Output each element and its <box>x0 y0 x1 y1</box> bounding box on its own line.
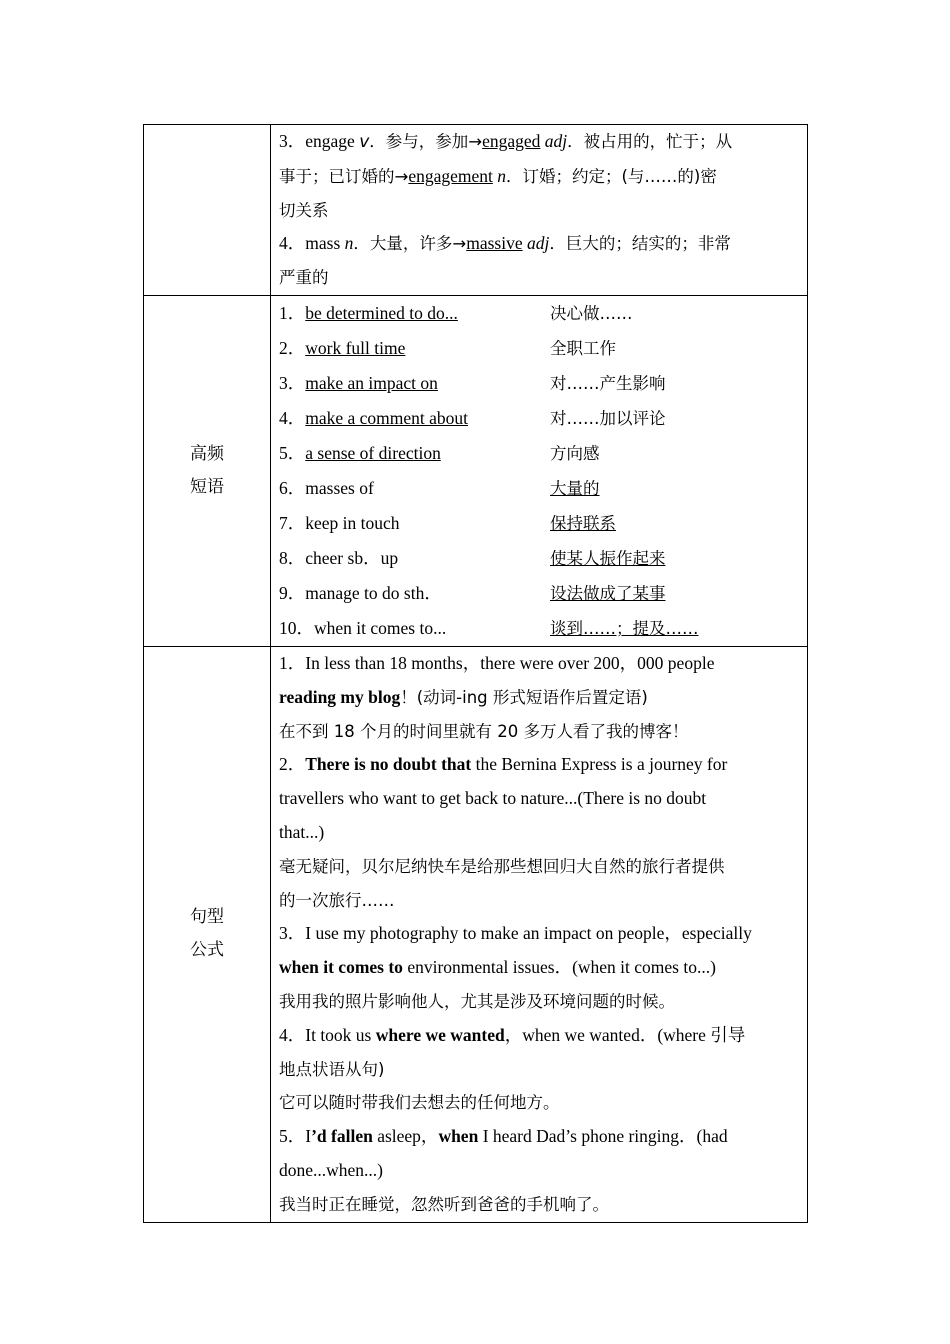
vocab-content-cell <box>271 125 808 296</box>
sentence-text: 4．It took us <box>279 1024 376 1045</box>
vocab-item-3-line2 <box>279 160 805 194</box>
sentence-text: ，when we wanted．(where 引导 <box>504 1024 746 1045</box>
phrase-english: keep in touch <box>305 512 400 533</box>
item-number: 3． <box>279 372 306 393</box>
phrase-item <box>279 541 805 576</box>
item-number: 6． <box>279 477 306 498</box>
sentences-content-cell <box>271 646 808 1222</box>
phrase-item <box>279 366 805 401</box>
sentence-1-line2 <box>279 681 805 715</box>
sentences-row <box>144 646 808 1222</box>
section-label: 句型 <box>190 907 224 928</box>
item-number: 5． <box>279 442 306 463</box>
phrase-chinese: 设法做成了某事 <box>550 583 666 603</box>
arrow-icon: → <box>468 132 483 151</box>
item-number: 2． <box>279 754 306 775</box>
sentence-3-line2 <box>279 951 805 985</box>
phrase-chinese: 使某人振作起来 <box>550 548 666 568</box>
meaning: ．参与，参加 <box>369 132 469 151</box>
sentence-1-translation: 在不到 18 个月的时间里就有 20 多万人看了我的博客！ <box>279 721 689 741</box>
sentence-1-line1: 1．In less than 18 months，there were over 200，000 people <box>279 652 715 673</box>
phrase-english: when it comes to... <box>314 617 447 638</box>
meaning: ．订婚；约定；(与……的)密 <box>506 166 717 186</box>
part-of-speech: n <box>344 233 354 254</box>
sentence-text: environmental issues．(when it comes to...) <box>402 957 716 978</box>
phrase-english: masses of <box>305 477 374 498</box>
phrase-english: make a comment about <box>305 407 469 428</box>
item-number: 4． <box>279 233 306 254</box>
phrase-chinese: 对……加以评论 <box>550 408 666 428</box>
headword: mass <box>305 233 341 254</box>
sentence-5-line1 <box>279 1120 805 1154</box>
item-number: 4． <box>279 407 306 428</box>
highlighted-phrase: ’d fallen <box>311 1126 373 1147</box>
sentence-3-translation: 我用我的照片影响他人，尤其是涉及环境问题的时候。 <box>279 991 675 1011</box>
part-of-speech: adj <box>544 131 568 151</box>
phrases-label-cell <box>144 295 271 646</box>
sentence-text: I heard Dad’s phone ringing．(had <box>478 1126 728 1147</box>
section-label: 高频 <box>190 443 224 464</box>
phrase-english: be determined to do... <box>305 302 458 323</box>
sentence-4-translation: 它可以随时带我们去想去的任何地方。 <box>279 1093 560 1113</box>
phrase-item <box>279 331 805 366</box>
sentence-text: asleep， <box>372 1126 439 1147</box>
phrase-item <box>279 296 805 331</box>
highlighted-phrase: where we wanted <box>375 1024 505 1045</box>
arrow-icon: → <box>452 234 467 254</box>
derived-word: engagement <box>408 165 493 186</box>
sentence-text: 5．I <box>279 1126 312 1147</box>
phrase-chinese: 大量的 <box>550 478 600 498</box>
phrases-row <box>144 295 808 646</box>
derived-word: massive <box>466 233 523 254</box>
phrase-english: work full time <box>305 337 406 358</box>
phrase-item <box>279 471 805 506</box>
vocab-row <box>144 125 808 296</box>
sentence-2-translation: 毫无疑问，贝尔尼纳快车是给那些想回归大自然的旅行者提供 <box>279 856 725 876</box>
phrase-chinese: 对……产生影响 <box>550 373 666 393</box>
item-number: 3． <box>279 131 306 151</box>
sentence-2-line1 <box>279 748 805 782</box>
sentence-4-line1 <box>279 1019 805 1053</box>
phrase-item <box>279 436 805 471</box>
vocab-item-3-line3: 切关系 <box>279 200 329 220</box>
sentence-5-translation: 我当时正在睡觉，忽然听到爸爸的手机响了。 <box>279 1194 609 1214</box>
highlighted-phrase: reading my blog <box>279 686 401 707</box>
item-number: 7． <box>279 512 306 533</box>
sentence-2-line3: that...) <box>279 821 325 842</box>
part-of-speech: adj <box>526 233 550 254</box>
phrase-english: make an impact on <box>305 372 438 393</box>
phrase-english: a sense of direction <box>305 442 441 463</box>
derived-word: engaged <box>482 131 541 151</box>
item-number: 9． <box>279 582 306 603</box>
highlighted-phrase: when <box>438 1126 479 1147</box>
highlighted-phrase: There is no doubt that <box>305 754 472 775</box>
phrase-chinese: 决心做…… <box>550 303 633 323</box>
part-of-speech: v <box>359 132 370 152</box>
sentence-2-translation: 的一次旅行…… <box>279 890 395 910</box>
part-of-speech: n <box>497 165 506 186</box>
phrase-chinese: 全职工作 <box>550 338 616 358</box>
item-number: 2． <box>279 337 306 358</box>
item-number: 1． <box>279 302 306 323</box>
highlighted-phrase: when it comes to <box>279 957 403 978</box>
phrase-item <box>279 506 805 541</box>
arrow-icon: → <box>394 166 409 186</box>
phrase-chinese: 谈到……；提及…… <box>550 618 699 638</box>
headword: engage <box>305 131 355 151</box>
phrase-item <box>279 401 805 436</box>
item-number: 8． <box>279 547 306 568</box>
meaning: ．大量，许多 <box>353 234 453 254</box>
phrase-chinese: 方向感 <box>550 443 600 463</box>
phrase-item <box>279 611 805 646</box>
vocab-item-3-line1 <box>279 125 805 160</box>
vocabulary-table <box>143 124 808 1223</box>
section-label: 公式 <box>190 940 224 961</box>
grammar-note: ！(动词-ing 形式短语作后置定语) <box>400 687 648 707</box>
section-label: 短语 <box>190 476 224 497</box>
vocab-label-cell <box>144 125 271 296</box>
phrase-english: cheer sb．up <box>305 547 399 568</box>
meaning: ．被占用的，忙于；从 <box>567 132 733 151</box>
phrases-content-cell <box>271 295 808 646</box>
phrase-item <box>279 576 805 611</box>
vocab-item-4-line2: 严重的 <box>279 268 329 288</box>
sentence-2-line2: travellers who want to get back to nature...(There is no doubt <box>279 788 707 809</box>
item-number: 10． <box>279 617 314 638</box>
sentence-5-line2: done...when...) <box>279 1159 384 1180</box>
meaning: ．巨大的；结实的；非常 <box>549 234 731 254</box>
vocab-item-4-line1 <box>279 227 805 261</box>
sentence-text: the Bernina Express is a journey for <box>471 754 728 775</box>
sentence-3-line1: 3．I use my photography to make an impact on people，especially <box>279 923 752 944</box>
sentences-label-cell <box>144 646 271 1222</box>
phrase-chinese: 保持联系 <box>550 513 616 533</box>
meaning: 事于；已订婚的 <box>279 166 395 186</box>
sentence-4-line2: 地点状语从句) <box>279 1059 385 1079</box>
phrase-english: manage to do sth． <box>305 582 442 603</box>
